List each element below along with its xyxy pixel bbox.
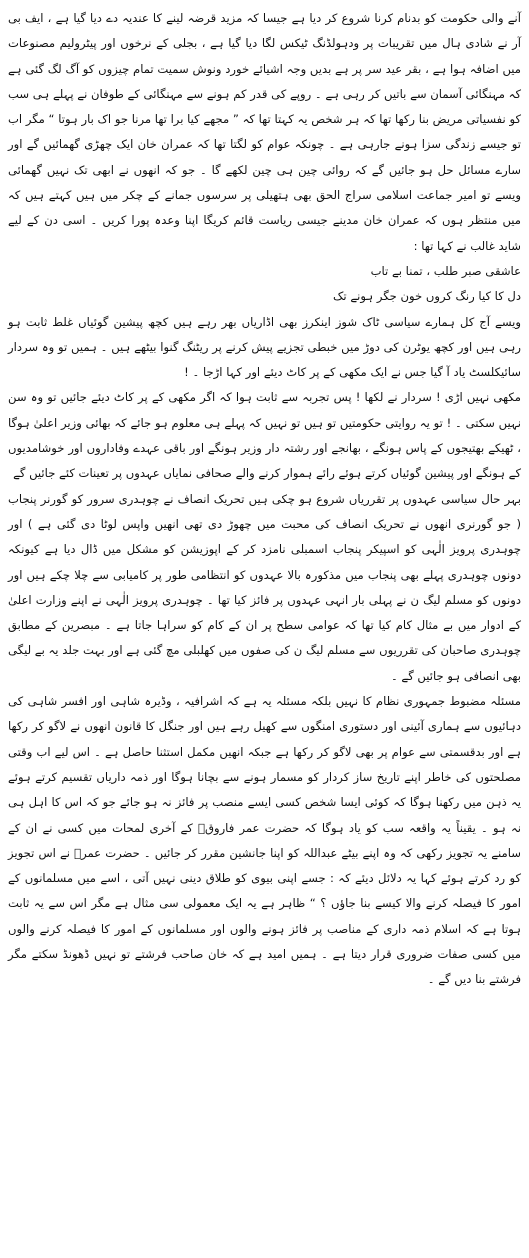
article-paragraph-4: بہر حال سیاسی عہدوں پر تقرریاں شروع ہو چکی ہیں تحریک انصاف نے چوہدری سرور کو گورنر پنجاب ( جو گورنری انھوں نے تحریک انصاف کی محبت میں چھوڑ دی تھی انھیں واپس لوٹا دی گئی ہے ) اور چوہدری پرویز الٰہی کو اسپیکر پنجاب اسمبلی نامزد کر کے اپوزیشن کو مشکل میں ڈال دیا ہے کیونکہ دونوں چوہدری پہلے بھی پنجاب میں مذکورہ بالا عہدوں کو انتظامی طور پر کامیابی سے چلا چکے ہیں اور دونوں کو مسلم لیگ ن نے پہلی بار انہی عہدوں پر فائز کیا تھا ۔ چوہدری پرویز الٰہی نے اپنے وزارت اعلیٰ کے ادوار میں بے مثال کام کیا تھا کہ عوامی سطح پر ان کے کام کو سراہا جاتا ہے ۔ مبصرین کے مطابق چوہدری صاحبان کی تقرریوں سے مسلم لیگ ن کی صفوں میں کھلبلی مچ گئی ہے اور بہت جلد یہ بے لیگی بھی انصافی ہو جائیں گے ۔ [8, 491, 521, 683]
article-paragraph-2: ویسے آج کل ہمارے سیاسی ٹاک شوز اینکرز بھی اڈاریاں بھر رہے ہیں کچھ پیشین گوئیاں غلط ثابت ہو رہی ہیں اور کچھ یوٹرن کی دوڑ میں خبطی تجزیے پیش کرنے پر ریٹنگ گنوا بیٹھے ہیں ۔ ہمیں تو وہ سردار سائیکلسٹ یاد آ گیا جس نے ایک مکھی کے پر کاٹ دیئے اور کہا اڑجا ۔ ! [8, 314, 521, 380]
article-paragraph-5: مسئلہ مضبوط جمہوری نظام کا نہیں بلکہ مسئلہ یہ ہے کہ اشرافیہ ، وڈیرہ شاہی اور افسر شاہی کی دہائیوں سے ہماری آئینی اور دستوری امنگوں سے کھیل رہے ہیں اور جنگل کا قانون انھوں نے لاگو کر رکھا ہے اور بدقسمتی سے عوام پر بھی لاگو کر رکھا ہے جبکہ انھیں مکمل استثنا حاصل ہے ۔ اس لیے اب وقتی مصلحتوں کی خاطر اپنے تاریخ ساز کردار کو مسمار ہونے سے بچانا ہوگا اور ذمہ داریاں تقسیم کرتے ہوئے یہ ذہن میں رکھنا ہوگا کہ کوئی ایسا شخص کسی ایسے منصب پر فائز نہ ہو جائے جو کہ اس کا اہل ہی نہ ہو ۔ یقیناً یہ واقعہ سب کو یاد ہوگا کہ حضرت عمر فاروقؓ کے آخری لمحات میں کسی نے ان کے سامنے یہ تجویز رکھی کہ وہ اپنے بیٹے عبداللہ کو اپنا جانشین مقرر کر جائیں ۔ حضرت عمرؓ نے اس تجویز کو رد کرتے ہوئے کہا یہ دلائل دیئے کہ : جسے اپنی بیوی کو طلاق دینی نہیں آتی ، اسے میں مسلمانوں کے امور کا فیصلہ کرنے والا کیسے بنا جاؤں ؟ “ ظاہر ہے یہ ایک معمولی سی مثال ہے مگر اس سے یہ ثابت ہوتا ہے کہ اسلام ذمہ داری کے مناصب پر فائز ہونے والوں اور مسلمانوں کے امور کا فیصلہ کرنے والوں میں کسی صفات ضروری قرار دیتا ہے ۔ ہمیں امید ہے کہ خان صاحب فرشتے تو نہیں ڈھونڈ سکتے مگر فرشتے بنا دیں گے ۔ [8, 694, 521, 987]
article-paragraph-3: مکھی نہیں اڑی ! سردار نے لکھا ! پس تجربہ سے ثابت ہوا کہ اگر مکھی کے پر کاٹ دیئے جائیں تو وہ سن نہیں سکتی ۔ ! تو یہ روایتی حکومتیں تو ہیں تو نہیں کہ پہلے ہی معلوم ہو جائے کہ بھائی وزیر اعلیٰ ہوگا ، ٹھیکے بھتیجوں کے پاس ہونگے ، بھانجے اور رشتہ دار وزیر ہونگے اور باقی عہدے وفاداروں اور خوشامدیوں کے ہونگے اور پیشین گوئیاں کرتے ہوئے رائے ہموار کرنے والے صحافی نمایاں عہدوں پر تعینات کئے جائیں گے [8, 390, 521, 481]
poem-line-2: دل کا کیا رنگ کروں خون جگر ہونے تک [333, 289, 521, 304]
poem-line-1: عاشقی صبر طلب ، تمنا بے تاب [370, 263, 521, 278]
article-paragraph-1: آنے والی حکومت کو بدنام کرنا شروع کر دیا ہے جیسا کہ مزید قرضہ لینے کا عندیہ دے دیا گیا ہے ، ایف بی آر نے شادی ہال میں تقریبات پر ودہولڈنگ ٹیکس لگا دیا گیا ہے ، بجلی کے نرخوں اور پیٹرولیم مصنوعات میں اضافہ ہوا ہے ، بقر عید سر پر ہے بدیں وجہ اشیائے خورد ونوش سمیت تمام چیزوں کو آگ لگ گئی ہے کہ مہنگائی آسمان سے باتیں کر رہی ہے ۔ روپے کی قدر کم ہونے سے مہنگائی کے طوفان نے پہلے ہی سب کو نفسیاتی مریض بنا رکھا تھا کہ ہر شخص یہ کہتا تھا کہ ” مجھے کیا برا تھا مرنا جو اک بار ہوتا “ مگر اب تو جیسے زندگی سزا ہونے جارہی ہے ۔ چونکہ عوام کو لگتا تھا کہ عمران خان ایک چھڑی گھمائیں گے اور سارے مسائل حل ہو جائیں گے کہ روائی چین ہی چین لکھے گا ۔ جو کہ انھوں نے ابھی تک نہیں گھمائی ویسے تو امیر جماعت اسلامی سراج الحق بھی ہتھیلی پر سرسوں جمانے کے چکر میں ہیں کہتے ہیں کہ میں منتظر ہوں کہ عمران خان مدینے جیسی ریاست قائم کریگا اپنا وعدہ پورا کریں ۔ اسی دن کے لیے شاید غالب نے کہا تھا : [8, 11, 521, 253]
